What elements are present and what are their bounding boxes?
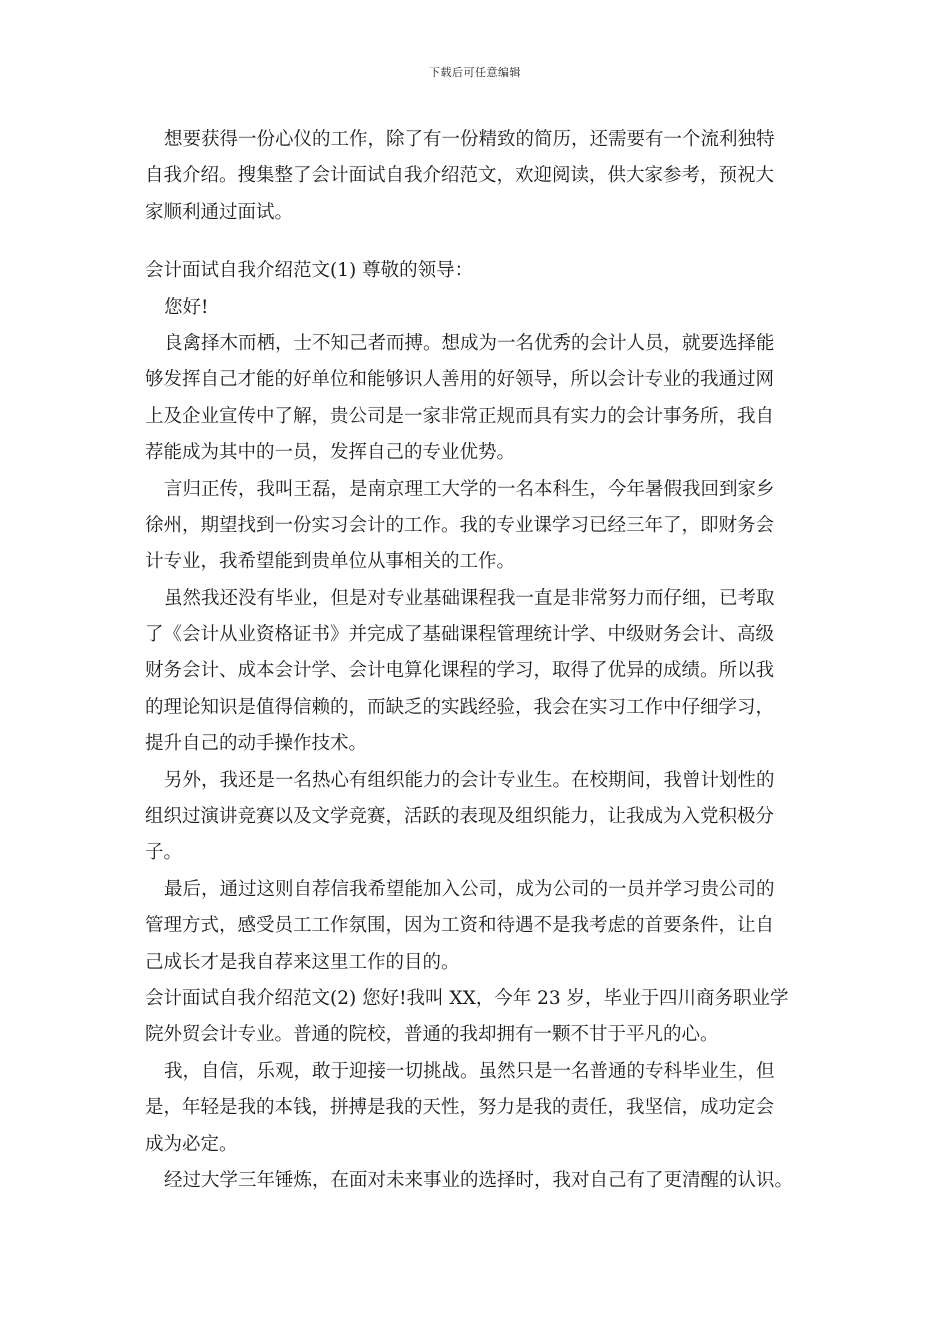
text-line: 提升自己的动手操作技术。: [145, 733, 368, 755]
text-line: 组织过演讲竞赛以及文学竞赛，活跃的表现及组织能力，让我成为入党积极分: [145, 806, 775, 828]
text-line: 想要获得一份心仪的工作，除了有一份精致的简历，还需要有一个流利独特: [164, 129, 775, 150]
text-line: 是，年轻是我的本钱，拼搏是我的天性，努力是我的责任，我坚信，成功定会: [145, 1097, 775, 1119]
text-line: 您好!: [164, 296, 209, 318]
text-line: 会计面试自我介绍范文(2) 您好!我叫 XX，今年 23 岁，毕业于四川商务职业学: [145, 987, 789, 1009]
text-line: 成为必定。: [145, 1133, 238, 1155]
text-line: 言归正传，我叫王磊，是南京理工大学的一名本科生，今年暑假我回到家乡: [164, 478, 775, 500]
text-line: 己成长才是我自荐来这里工作的目的。: [145, 951, 460, 973]
text-line: 家顺利通过面试。: [145, 201, 294, 223]
text-line: 徐州，期望找到一份实习会计的工作。我的专业课学习已经三年了，即财务会: [145, 514, 775, 536]
text-line: 荐能成为其中的一员，发挥自己的专业优势。: [145, 442, 516, 464]
paragraph-gap: [145, 231, 825, 253]
text-line: 计专业，我希望能到贵单位从事相关的工作。: [145, 551, 516, 573]
document-body: [145, 122, 825, 1199]
text-line: 最后，通过这则自荐信我希望能加入公司，成为公司的一员并学习贵公司的: [164, 878, 775, 900]
text-line: 财务会计、成本会计学、会计电算化课程的学习，取得了优异的成绩。所以我: [145, 660, 775, 682]
text-line: 院外贸会计专业。普通的院校，普通的我却拥有一颗不甘于平凡的心。: [145, 1024, 719, 1046]
text-line: 管理方式，感受员工工作氛围，因为工资和待遇不是我考虑的首要条件，让自: [145, 915, 775, 937]
text-line: 够发挥自己才能的好单位和能够识人善用的好领导，所以会计专业的我通过网: [145, 369, 775, 391]
text-line: 了《会计从业资格证书》并完成了基础课程管理统计学、中级财务会计、高级: [145, 624, 775, 646]
text-line: 我，自信，乐观，敢于迎接一切挑战。虽然只是一名普通的专科毕业生，但: [164, 1060, 775, 1082]
text-line: 的理论知识是值得信赖的，而缺乏的实践经验，我会在实习工作中仔细学习，: [145, 696, 775, 718]
text-line: 经过大学三年锤炼，在面对未来事业的选择时，我对自己有了更清醒的认识。: [164, 1169, 794, 1191]
text-line: 子。: [145, 842, 183, 864]
text-line: 会计面试自我介绍范文(1) 尊敬的领导：: [145, 260, 474, 282]
text-line: 自我介绍。搜集整了会计面试自我介绍范文，欢迎阅读，供大家参考，预祝大: [145, 165, 775, 187]
text-line: 另外，我还是一名热心有组织能力的会计专业生。在校期间，我曾计划性的: [164, 769, 775, 791]
text-line: 良禽择木而栖，士不知己者而搏。想成为一名优秀的会计人员，就要选择能: [164, 332, 775, 354]
page-header: 下载后可任意编辑: [429, 66, 521, 79]
text-line: 虽然我还没有毕业，但是对专业基础课程我一直是非常努力而仔细，已考取: [164, 587, 775, 609]
text-line: 上及企业宣传中了解，贵公司是一家非常正规而具有实力的会计事务所，我自: [145, 405, 775, 427]
